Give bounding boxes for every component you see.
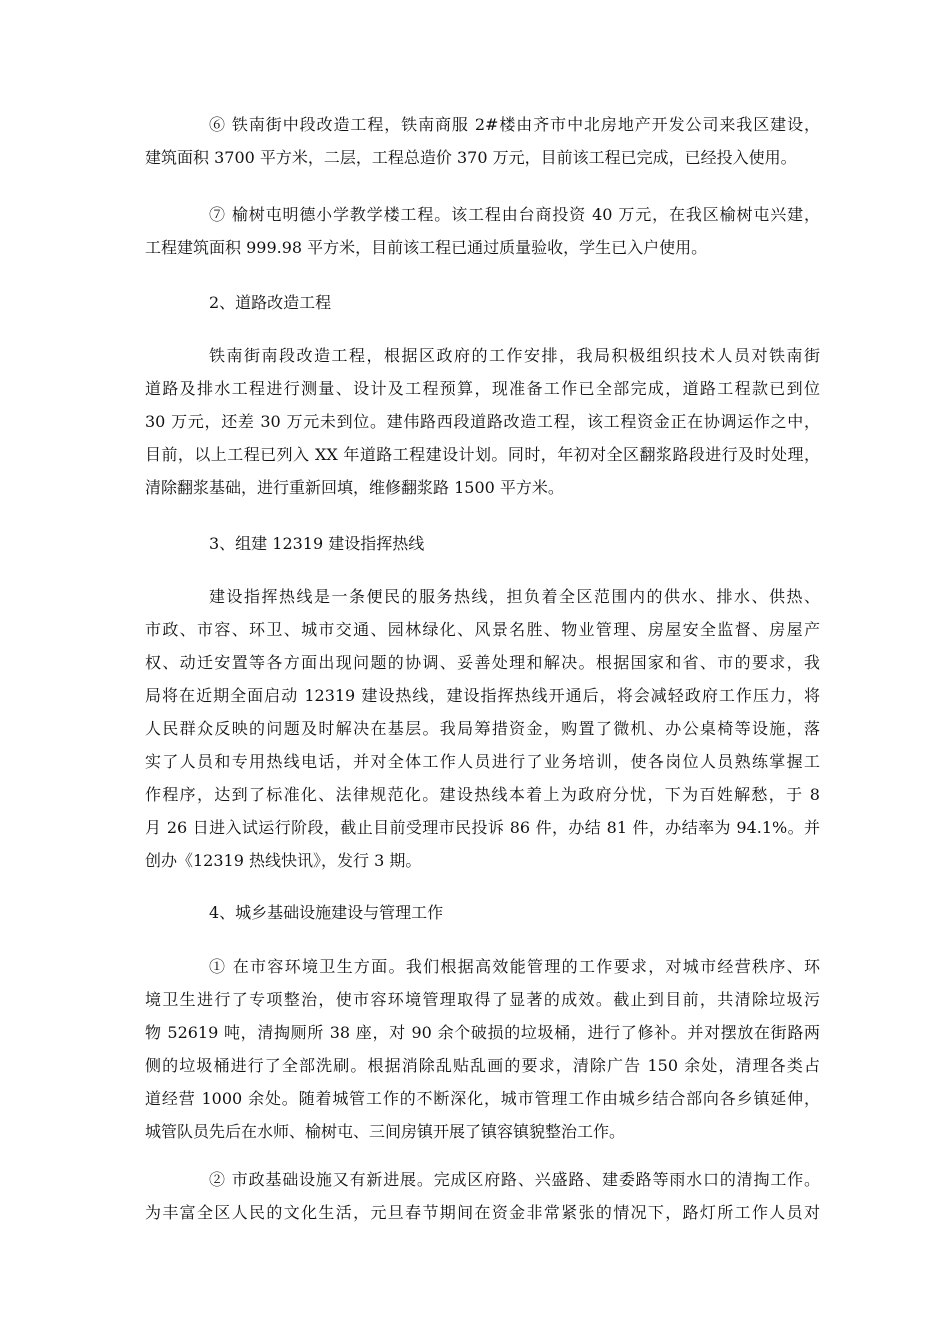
text-line: 建筑面积 3700 平方米，二层，工程总造价 370 万元，目前该工程已完成，已经投入使用。 <box>145 148 797 167</box>
paragraph-road-reconstruction <box>145 339 820 504</box>
text-line: 作程序，达到了标准化、法律规范化。建设热线本着上为政府分忧，下为百姓解愁，于 8 <box>145 785 820 804</box>
section-heading-road-reconstruction <box>145 286 820 319</box>
text-line: 30 万元，还差 30 万元未到位。建伟路西段道路改造工程，该工程资金正在协调运作之中， <box>145 412 820 431</box>
text-line: 建设指挥热线是一条便民的服务热线，担负着全区范围内的供水、排水、供热、 <box>209 587 820 606</box>
text-line: 城管队员先后在水师、榆树屯、三间房镇开展了镇容镇貌整治工作。 <box>145 1122 626 1141</box>
text-line: 创办《12319 热线快讯》，发行 3 期。 <box>145 851 422 870</box>
section-heading-infrastructure <box>145 896 820 929</box>
text-line: 局将在近期全面启动 12319 建设热线，建设指挥热线开通后，将会减轻政府工作压力，将 <box>145 686 820 705</box>
heading-text: 4、城乡基础设施建设与管理工作 <box>209 903 444 922</box>
text-line: ⑥ 铁南街中段改造工程，铁南商服 2#楼由齐市中北房地产开发公司来我区建设， <box>209 115 820 134</box>
paragraph-item-1 <box>145 950 820 1148</box>
text-line: 权、动迁安置等各方面出现问题的协调、妥善处理和解决。根据国家和省、市的要求，我 <box>145 653 820 672</box>
text-line: 境卫生进行了专项整治，使市容环境管理取得了显著的成效。截止到目前，共清除垃圾污 <box>145 990 820 1009</box>
heading-text: 3、组建 12319 建设指挥热线 <box>209 534 425 553</box>
paragraph-item-2 <box>145 1163 820 1229</box>
text-line: 市政、市容、环卫、城市交通、园林绿化、风景名胜、物业管理、房屋安全监督、房屋产 <box>145 620 820 639</box>
text-line: 物 52619 吨，清掏厕所 38 座，对 90 余个破损的垃圾桶，进行了修补。并对摆放在街路两 <box>145 1023 820 1042</box>
paragraph-hotline <box>145 580 820 877</box>
text-line: 工程建筑面积 999.98 平方米，目前该工程已通过质量验收，学生已入户使用。 <box>145 238 708 257</box>
text-line: ② 市政基础设施又有新进展。完成区府路、兴盛路、建委路等雨水口的清掏工作。 <box>209 1170 820 1189</box>
text-line: 铁南街南段改造工程，根据区政府的工作安排，我局积极组织技术人员对铁南街 <box>209 346 820 365</box>
text-line: 侧的垃圾桶进行了全部洗刷。根据消除乱贴乱画的要求，清除广告 150 余处，清理各类占 <box>145 1056 820 1075</box>
text-line: 目前，以上工程已列入 XX 年道路工程建设计划。同时，年初对全区翻浆路段进行及时处理， <box>145 445 820 464</box>
text-line: 为丰富全区人民的文化生活，元旦春节期间在资金非常紧张的情况下，路灯所工作人员对 <box>145 1203 820 1222</box>
text-line: 实了人员和专用热线电话，并对全体工作人员进行了业务培训，使各岗位人员熟练掌握工 <box>145 752 820 771</box>
text-line: 月 26 日进入试运行阶段，截止目前受理市民投诉 86 件，办结 81 件，办结率为 94.1%。并 <box>145 818 820 837</box>
section-heading-hotline <box>145 527 820 560</box>
text-line: 道经营 1000 余处。随着城管工作的不断深化，城市管理工作由城乡结合部向各乡镇延伸， <box>145 1089 820 1108</box>
heading-text: 2、道路改造工程 <box>209 293 332 312</box>
paragraph-item-7 <box>145 198 820 264</box>
paragraph-item-6 <box>145 108 820 174</box>
text-line: 道路及排水工程进行测量、设计及工程预算，现准备工作已全部完成，道路工程款已到位 <box>145 379 820 398</box>
text-line: 人民群众反映的问题及时解决在基层。我局筹措资金，购置了微机、办公桌椅等设施，落 <box>145 719 820 738</box>
text-line: ⑦ 榆树屯明德小学教学楼工程。该工程由台商投资 40 万元，在我区榆树屯兴建， <box>209 205 820 224</box>
text-line: ① 在市容环境卫生方面。我们根据高效能管理的工作要求，对城市经营秩序、环 <box>209 957 820 976</box>
text-line: 清除翻浆基础，进行重新回填，维修翻浆路 1500 平方米。 <box>145 478 564 497</box>
